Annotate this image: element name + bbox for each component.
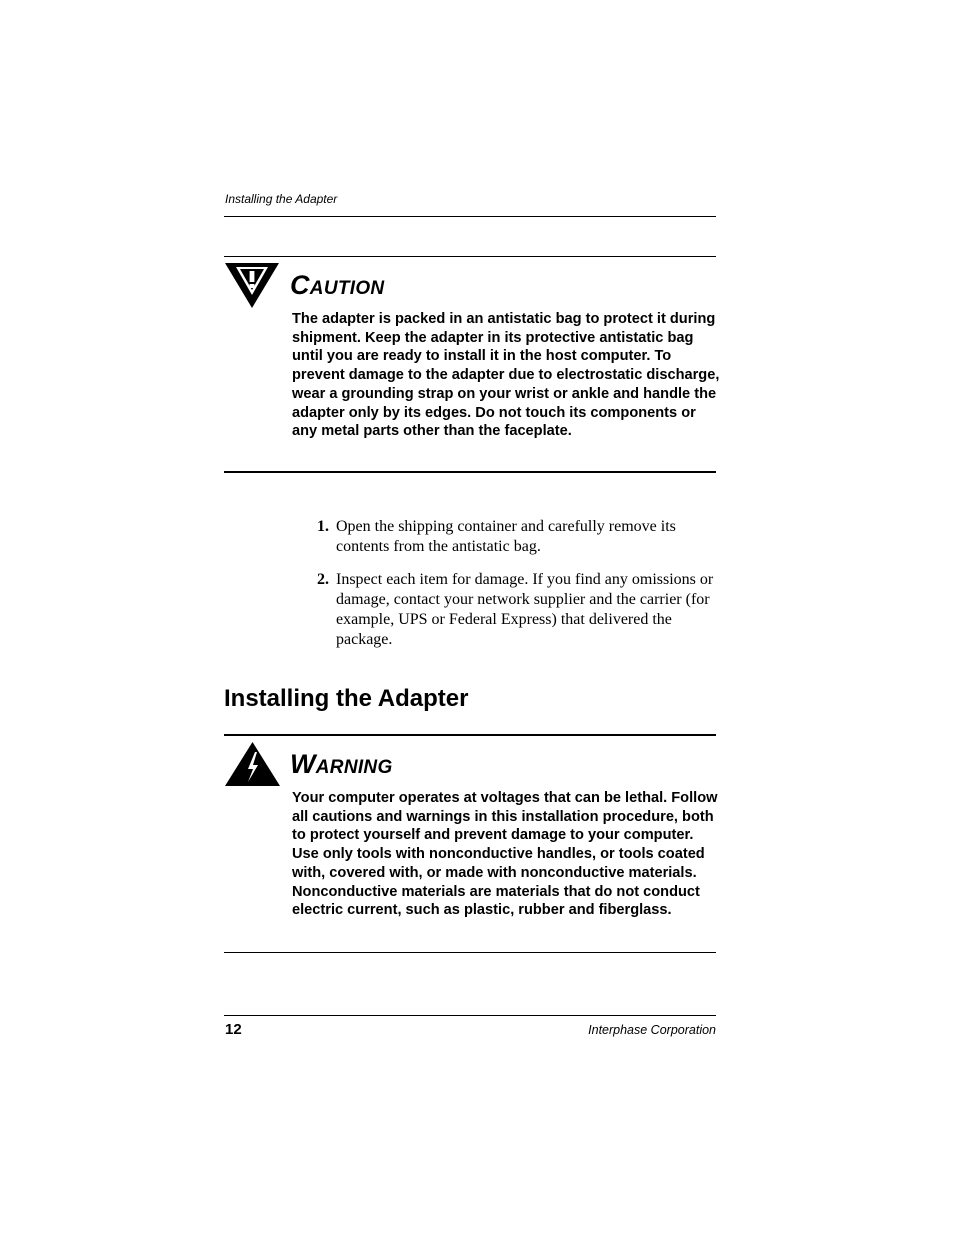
warning-bottom-rule bbox=[224, 952, 716, 953]
caution-bottom-rule bbox=[224, 471, 716, 473]
footer-company: Interphase Corporation bbox=[588, 1023, 716, 1037]
caution-title: Caution bbox=[290, 270, 385, 300]
step-text: Open the shipping container and carefully remove its contents from the antistatic bag. bbox=[336, 518, 676, 555]
caution-body: The adapter is packed in an antistatic bag to protect it during shipment. Keep the adapter in its protective antistatic bag until you are ready to install it in the host computer. To prevent damage to the adapter due to electrostatic discharge, wear a grounding strap on your wrist or ankle and handle the adapter only by its edges. Do not touch its components or any metal parts other than the faceplate. bbox=[292, 311, 720, 440]
list-item bbox=[314, 570, 719, 650]
warning-body: Your computer operates at voltages that can be lethal. Follow all cautions and warnings in this installation procedure, both to protect yourself and prevent damage to your computer. Use only tools with nonconductive handles, or tools coated with, covered with, or made with nonconductive materials. Nonconductive materials are materials that do not conduct electric current, such as plastic, rubber and fiberglass. bbox=[292, 790, 718, 919]
warning-top-rule bbox=[224, 734, 716, 736]
header-rule bbox=[224, 216, 716, 217]
running-head: Installing the Adapter bbox=[225, 192, 338, 206]
section-heading: Installing the Adapter bbox=[224, 685, 469, 712]
page-number: 12 bbox=[225, 1021, 242, 1038]
list-item bbox=[314, 517, 719, 557]
caution-triangle-icon bbox=[224, 262, 280, 309]
step-list bbox=[314, 517, 719, 663]
step-text: Inspect each item for damage. If you find any omissions or damage, contact your network supplier and the carrier (for example, UPS or Federal Express) that delivered the package. bbox=[336, 571, 714, 648]
warning-lightning-icon bbox=[224, 741, 281, 787]
step-number: 2. bbox=[317, 571, 329, 588]
caution-top-rule bbox=[224, 256, 716, 257]
step-number: 1. bbox=[317, 518, 329, 535]
warning-title: Warning bbox=[290, 749, 393, 779]
footer-rule bbox=[224, 1015, 716, 1016]
